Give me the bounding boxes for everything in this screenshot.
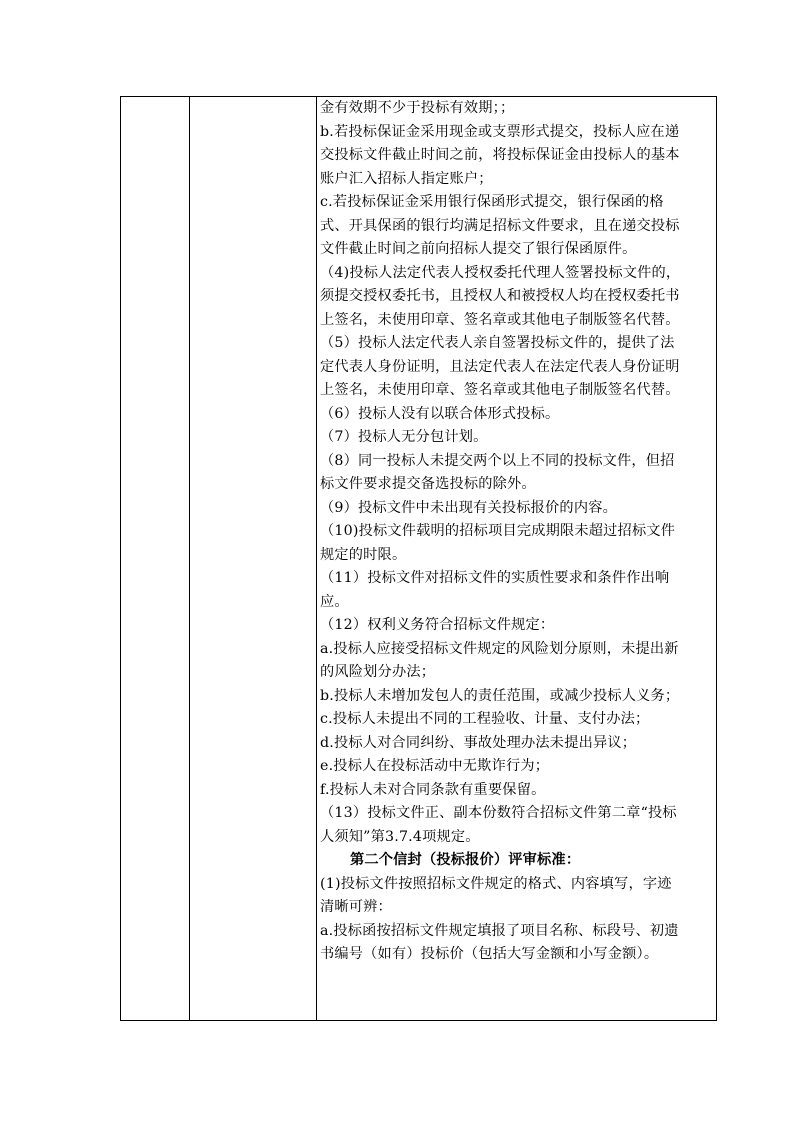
text-line: （12）权利义务符合招标文件规定： [320, 617, 555, 633]
text-line: e.投标人在投标活动中无欺诈行为； [320, 758, 550, 774]
text-line: （13）投标文件正、副本份数符合招标文件第二章“投标 [320, 805, 677, 821]
text-line: （4)投标人法定代表人授权委托代理人签署投标文件的， [320, 264, 681, 281]
text-line: 标文件要求提交备选投标的除外。 [320, 476, 536, 492]
text-line: （11）投标文件对招标文件的实质性要求和条件作出响 [320, 570, 670, 586]
text-line: 应。 [320, 593, 349, 610]
text-line: （6）投标人没有以联合体形式投标。 [320, 405, 560, 422]
text-line: 式、开具保函的银行均满足招标文件要求，且在递交投标 [320, 217, 680, 234]
text-line: b.若投标保证金采用现金或支票形式提交，投标人应在递 [320, 123, 680, 140]
criteria-text-cell [320, 97, 713, 967]
text-line: （5）投标人法定代表人亲自签署投标文件的，提供了法 [320, 335, 675, 351]
text-line: 书编号（如有）投标价（包括大写金额和小写金额）。 [320, 946, 659, 962]
text-line: (1)投标文件按照招标文件规定的格式、内容填写，字迹 [320, 875, 672, 892]
text-line: 定代表人身份证明，且法定代表人在法定代表人身份证明 [320, 358, 680, 375]
text-line: d.投标人对合同纠纷、事故处理办法未提出异议； [320, 734, 637, 751]
text-line: 金有效期不少于投标有效期；； [320, 100, 515, 116]
text-line: a.投标人应接受招标文件规定的风险划分原则，未提出新 [320, 640, 679, 657]
text-line: 账户汇入招标人指定账户； [320, 170, 493, 187]
text-line: 交投标文件截止时间之前，将投标保证金由投标人的基本 [320, 147, 680, 163]
section-heading: 第二个信封（投标报价）评审标准： [350, 852, 581, 868]
column-divider-2 [316, 97, 317, 1020]
text-line: 清晰可辨： [320, 899, 392, 915]
text-line: （8）同一投标人未提交两个以上不同的投标文件，但招 [320, 452, 675, 469]
text-line: b.投标人未增加发包人的责任范围，或减少投标人义务； [320, 687, 680, 704]
text-line: 文件截止时间之前向招标人提交了银行保函原件。 [320, 241, 637, 257]
text-line: 的风险划分办法； [320, 664, 436, 680]
text-line: （9）投标文件中未出现有关投标报价的内容。 [320, 499, 617, 516]
text-line: 须提交授权委托书，且授权人和被授权人均在授权委托书 [320, 288, 680, 304]
text-line: （10)投标文件载明的招标项目完成期限未超过招标文件 [320, 523, 676, 539]
column-divider-1 [189, 97, 190, 1020]
text-line: c.投标人未提出不同的工程验收、计量、支付办法； [320, 711, 650, 727]
text-line: a.投标函按招标文件规定填报了项目名称、标段号、初遗 [320, 922, 679, 939]
text-line: （7）投标人无分包计划。 [320, 429, 488, 445]
text-line: c.若投标保证金采用银行保函形式提交，银行保函的格 [320, 194, 664, 210]
text-line: 上签名，未使用印章、签名章或其他电子制版签名代替。 [320, 382, 680, 398]
text-line: 规定的时限。 [320, 546, 407, 563]
text-line: 人须知”第3.7.4项规定。 [320, 828, 480, 845]
text-line: f.投标人未对合同条款有重要保留。 [320, 781, 546, 798]
text-line: 上签名，未使用印章、签名章或其他电子制版签名代替。 [320, 311, 680, 328]
criteria-table [120, 96, 717, 1021]
